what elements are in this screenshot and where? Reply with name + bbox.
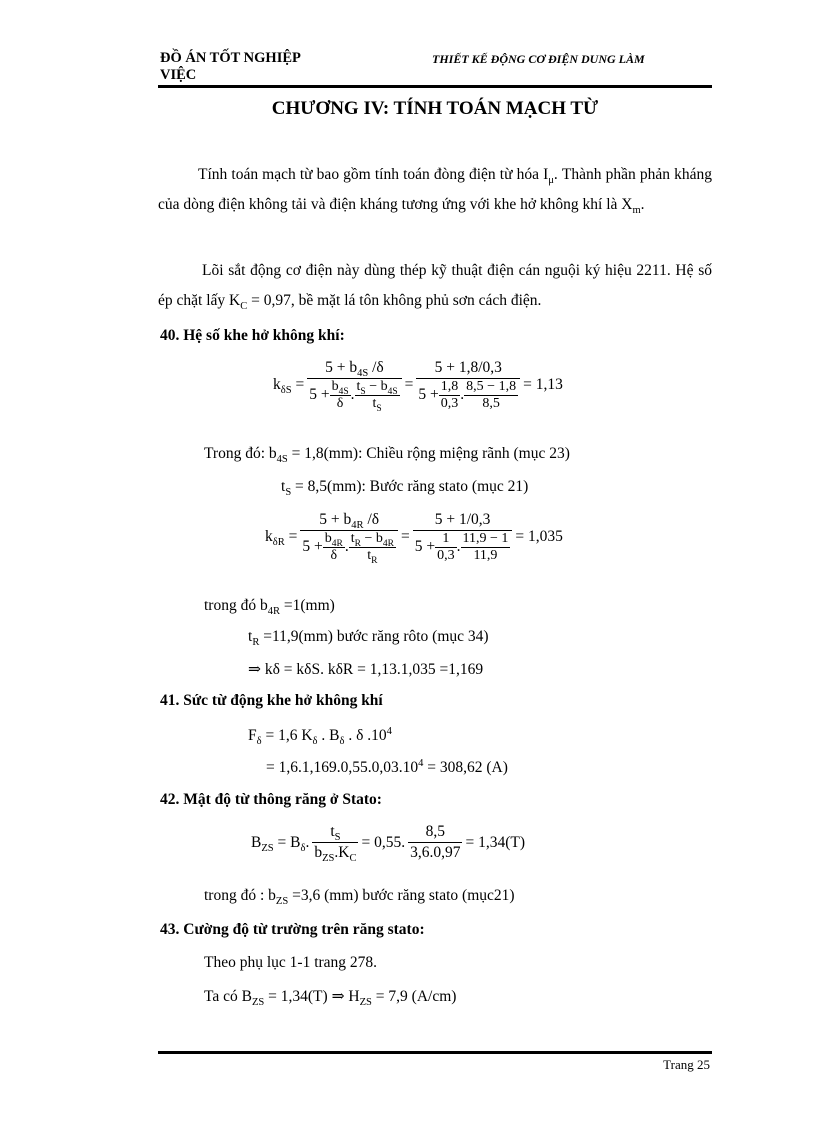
- header-left-line1: ĐỒ ÁN TỐT NGHIỆP: [160, 50, 301, 66]
- intro-paragraph-1: Tính toán mạch từ bao gồm tính toán đòng điện từ hóa $I_\mu$. Thành phần phản kháng của dòng điện không tải và điện kháng tương ứng với khe hở không khí là $X_m$.: [158, 166, 712, 217]
- equation-b-zs: $B_{ZS} = B_\delta$. $\frac{t_S}{b_{ZS}.K_C}$ = 0,55. $\frac{8,5}{3,6.0,97}$ = 1,34(T): [251, 823, 526, 865]
- s40-where-ts: $t_S = 8,5(mm)$: Bước răng stato (mục 21): [281, 478, 529, 499]
- s41-formula: $F_\delta = 1,6$ $K_\delta$ . $B_\delta$ . δ $.10^4$: [248, 725, 392, 748]
- s43-result: Ta có $B_{ZS} = 1,34(T)$ ⇒ $H_{ZS} = 7,9$ (A/cm): [204, 988, 457, 1009]
- page-number: Trang 25: [663, 1057, 710, 1072]
- chapter-title: CHƯƠNG IV: TÍNH TOÁN MẠCH TỪ: [271, 98, 599, 119]
- equation-k-delta-s: $k_{\delta S}$ = $5 + b_{4S}$ /δ 5 + $\frac{b_{4S}}{\delta}$ . $\frac{t_S - b_{4S}}{t_S}$ = 5 + 1,8/0,3 5 + $\frac{1,8}{0,3}$ . $\frac{8,5 - 1,8}{8,5}$ = 1,13: [273, 359, 563, 414]
- section-41-heading: 41. Sức từ động khe hở không khí: [160, 692, 383, 709]
- section-40-heading: 40. Hệ số khe hở không khí:: [160, 327, 345, 344]
- s40-where-b4r: trong đó $b_{4R} =1(mm)$: [204, 597, 335, 618]
- equation-k-delta-r: $k_{\delta R}$ = $5 + b_{4R}$ /δ 5 + $\frac{b_{4R}}{\delta}$ . $\frac{t_R - b_{4R}}{t_R}$ = 5 + 1/0,3 5 + $\frac{1}{0,3}$ . $\frac{11,9 - 1}{11,9}$ = 1,035: [265, 511, 563, 566]
- s40-result: ⇒ kδ = kδS. kδR = 1,13.1,035 =1,169: [248, 661, 484, 678]
- section-42-heading: 42. Mật độ từ thông răng ở Stato:: [160, 791, 382, 808]
- section-43-heading: 43. Cường độ từ trường trên răng stato:: [160, 921, 425, 938]
- footer-rule: [158, 1051, 712, 1054]
- header-left: [160, 50, 301, 84]
- s40-where-b4s: Trong đó: $b_{4S} = 1,8(mm)$: Chiều rộng miệng rãnh (mục 23): [204, 445, 570, 466]
- intro-paragraph-2: Lõi sắt động cơ điện này dùng thép kỹ thuật điện cán nguội ký hiệu 2211. Hệ số ép chặt lấy $K_C = 0,97$, bề mặt lá tôn không phủ sơn cách điện.: [158, 262, 712, 313]
- header-right: THIẾT KẾ ĐỘNG CƠ ĐIỆN DUNG LÀM: [432, 52, 645, 66]
- s43-reference: Theo phụ lục 1-1 trang 278.: [204, 954, 378, 971]
- s41-calculation: = $1,6.1,169.0,55.0,03.10^4 = 308,62$ (A): [266, 757, 508, 776]
- header-left-line2: VIỆC: [160, 67, 197, 83]
- s40-where-tr: $t_R =11,9(mm)$ bước răng rôto (mục 34): [248, 628, 489, 649]
- s42-where-bzs: trong đó : $b_{ZS} =3,6$ (mm) bước răng stato (mục21): [204, 887, 515, 908]
- header-rule: [158, 85, 712, 88]
